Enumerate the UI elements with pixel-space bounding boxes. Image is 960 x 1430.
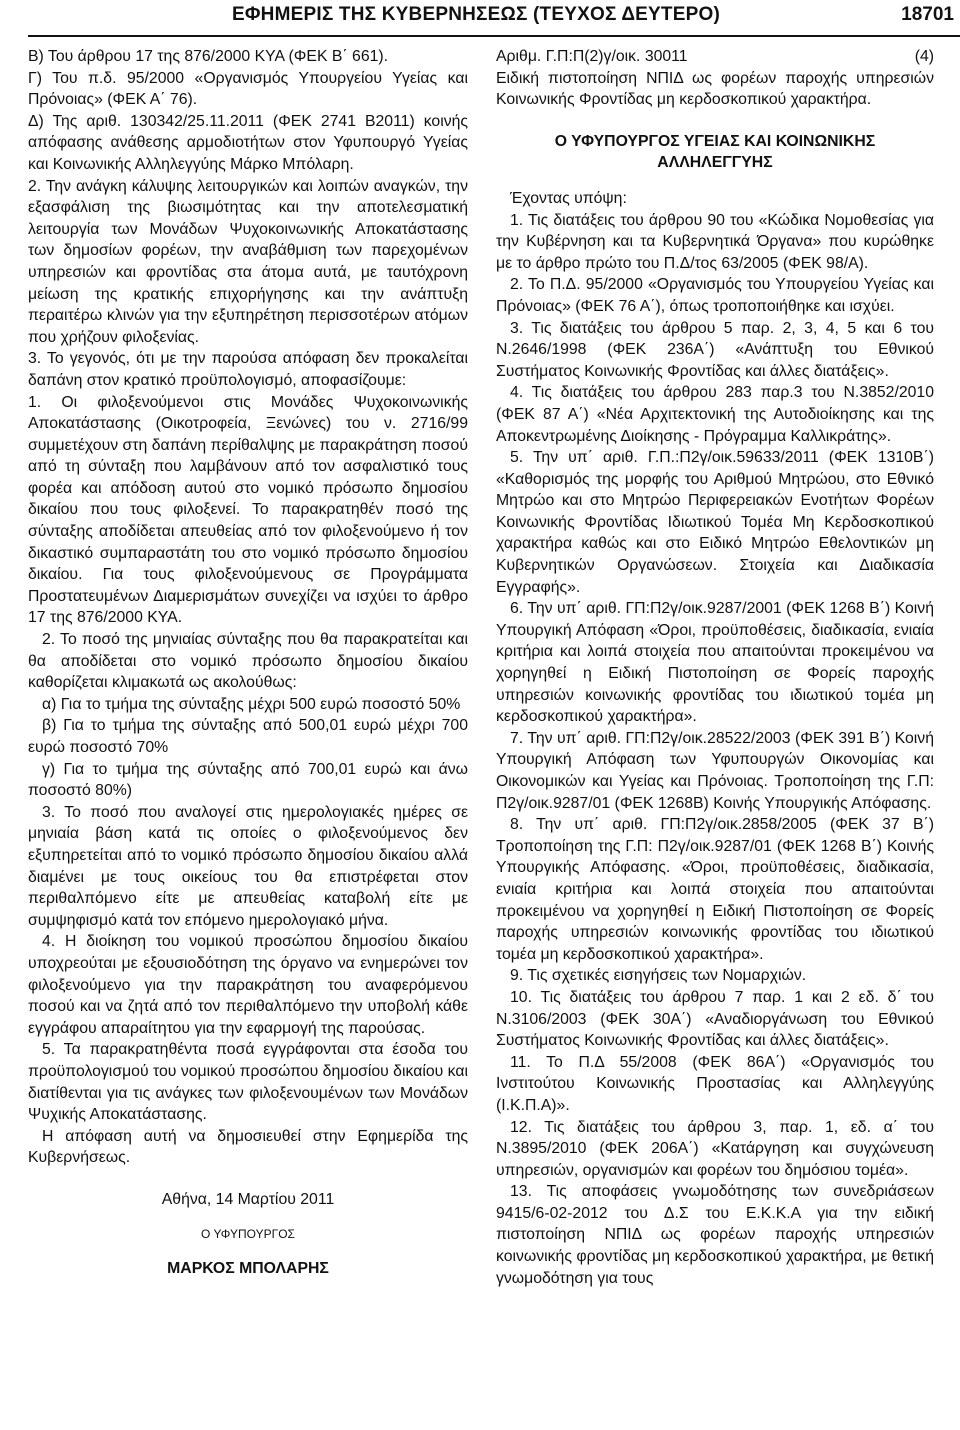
paragraph: Έχοντας υπόψη: (510, 189, 627, 207)
paragraph: Γ) Του π.δ. 95/2000 «Οργανισμός Υπουργείου Υγείας και Πρόνοιας» (ΦΕΚ Α΄ 76). (28, 69, 468, 109)
decision-number: Αριθμ. Γ.Π:Π(2)γ/οικ. 30011 (496, 48, 688, 65)
paragraph: α) Για το τμήμα της σύνταξης μέχρι 500 ευρώ ποσοστό 50% (42, 695, 461, 713)
paragraph: 11. Το Π.Δ 55/2008 (ΦΕΚ 86Α΄) «Οργανισμός του Ινστιτούτου Κοινωνικής Προστασίας και Αλληλεγγύης (Ι.Κ.Π.Α)». (496, 1053, 934, 1114)
paragraph: 3. Το ποσό που αναλογεί στις ημερολογιακές ημέρες σε μηνιαία βάση κατά τις οποίες ο φιλοξενούμενος δεν εξυπηρετείται από το νομικό πρόσωπο δημοσίου δικαίου αλλά διαμένει με τους οικείους του θα επιστρέφεται στον περιθαλπόμενο είτε με απευθείας καταβολή είτε με συμψηφισμό κατά τον επόμενο ημερολογιακό μήνα. (28, 803, 468, 929)
right-column (496, 46, 934, 1289)
paragraph: 1. Οι φιλοξενούμενοι στις Μονάδες Ψυχοκοινωνικής Αποκατάστασης (Οικοτροφεία, Ξενώνες) του ν. 2716/99 συμμετέχουν στη δαπάνη περίθαλψης με παρακράτηση ποσού από τη σύνταξη που λαμβάνουν από τον ασφαλιστικό τους φορέα και απόδοση αυτού στο νομικό πρόσωπο δημοσίου δικαίου που τους φιλοξενεί. Το παρακρατηθέν ποσό της σύνταξης αποδίδεται απευθείας από τον φιλοξενούμενο ή τον δικαστικό συμπαραστάτη του στο νομικό πρόσωπο δημοσίου δικαίου. Για τους φιλοξενούμενους σε Προγράμματα Προστατευμένων Διαμερισμάτων συνεχίζει να ισχύει το άρθρο 17 της 876/2000 ΚΥΑ. (28, 393, 468, 627)
paragraph: 5. Την υπ΄ αριθ. Γ.Π.:Π2γ/οικ.59633/2011 (ΦΕΚ 1310Β΄) «Καθορισμός της μορφής του Αριθμού Μητρώου, στο Εθνικό Μητρώο και στο Μητρώο Περιφερειακών Ενοτήτων Φορέων Κοινωνικής Φροντίδας Ιδιωτικού Τομέα Μη Κερδοσκοπικού χαρακτήρα καθώς και στο Ειδικό Μητρώο Εθελοντικών μη Κυβερνητικών Οργανώσεων. Στοιχεία και Διαδικασία Εγγραφής». (496, 449, 934, 596)
header-divider (28, 35, 960, 37)
paragraph: 4. Η διοίκηση του νομικού προσώπου δημοσίου δικαίου υποχρεούται με εξουσιοδότηση της όργανο να ενημερώνει τον φιλοξενούμενο για την παρακράτηση του αναφερόμενου ποσού και να ζητά από τον περιθαλπόμενο την υποβολή κάθε εγγράφου απαραίτητου για την εφαρμογή της παρούσας. (28, 933, 468, 1037)
paragraph: Η απόφαση αυτή να δημοσιευθεί στην Εφημερίδα της Κυβερνήσεως. (28, 1127, 468, 1167)
paragraph: 3. Τις διατάξεις του άρθρου 5 παρ. 2, 3, 4, 5 και 6 του Ν.2646/1998 (ΦΕΚ 236Α΄) «Ανάπτυξη του Εθνικού Συστήματος Κοινωνικής Φροντίδας και άλλες διατάξεις». (496, 319, 934, 380)
page-header (0, 0, 960, 42)
paragraph: 4. Τις διατάξεις του άρθρου 283 παρ.3 του Ν.3852/2010 (ΦΕΚ 87 Α΄) «Νέα Αρχιτεκτονική της Αυτοδιοίκησης και της Αποκεντρωμένης Διοίκησης - Πρόγραμμα Καλλικράτης». (496, 384, 934, 445)
paragraph: 2. Την ανάγκη κάλυψης λειτουργικών και λοιπών αναγκών, την εξασφάλιση της βιωσιμότητας και την αποτελεσματική λειτουργία των Μονάδων Ψυχοκοινωνικής Αποκατάστασης των δημοσίων φορέων, την αναβάθμιση των παρεχομένων υπηρεσιών και φροντίδας στα άτομα αυτά, με ταυτόχρονη μείωση της κρατικής επιχορήγησης και την ανάπτυξη περαιτέρω κλινών για την εξυπηρέτηση περισσοτέρων ατόμων που χρήζουν φιλοξενίας. (28, 177, 468, 346)
paragraph: 7. Την υπ΄ αριθ. ΓΠ:Π2γ/οικ.28522/2003 (ΦΕΚ 391 Β΄) Κοινή Υπουργική Απόφαση των Υφυπουργών Οικονομίας και Οικονομικών και Υγείας και Πρόνοιας. Τροποποίηση της Γ.Π: Π2γ/οικ.9287/01 (ΦΕΚ 1268Β) Κοινής Υπουργικής Απόφασης. (496, 729, 934, 812)
paragraph: Δ) Της αριθ. 130342/25.11.2011 (ΦΕΚ 2741 Β2011) κοινής απόφασης ανάθεσης αρμοδιοτήτων στον Υφυπουργό Υγείας και Κοινωνικής Αλληλεγγύης Μάρκο Μπόλαρη. (28, 112, 468, 173)
paragraph: 2. Το Π.Δ. 95/2000 «Οργανισμός του Υπουργείου Υγείας και Πρόνοιας» (ΦΕΚ 76 Α΄), όπως τροποποιήθηκε και ισχύει. (496, 276, 934, 315)
paragraph: 8. Την υπ΄ αριθ. ΓΠ:Π2γ/οικ.2858/2005 (ΦΕΚ 37 Β΄) Τροποποίηση της Γ.Π: Π2γ/οικ.9287/01 (ΦΕΚ 1268 Β΄) Κοινής Υπουργικής Απόφασης. «Όροι, προϋποθέσεις, διαδικασία, ενιαία κριτήρια και λοιπά στοιχεία που απαιτούνται προκειμένου να χορηγηθεί η Ειδική Πιστοποίηση σε Φορείς παροχής υπηρεσιών κοινωνικής φροντίδας του ιδιωτικού τομέα μη κερδοσκοπικού χαρακτήρα». (496, 816, 934, 963)
decision-reference (496, 46, 934, 68)
paragraph: 3. Το γεγονός, ότι με την παρούσα απόφαση δεν προκαλείται δαπάνη στον κρατικό προϋπολογισμό, αποφασίζουμε: (28, 350, 468, 389)
left-column (28, 46, 468, 1280)
paragraph: 9. Τις σχετικές εισηγήσεις των Νομαρχιών. (510, 967, 807, 985)
decision-subject: Ειδική πιστοποίηση ΝΠΙΔ ως φορέων παροχής υπηρεσιών Κοινωνικής Φροντίδας μη κερδοσκοπικού χαρακτήρα. (496, 69, 934, 109)
paragraph: γ) Για το τμήμα της σύνταξης από 700,01 ευρώ και άνω ποσοστό 80%) (28, 760, 468, 800)
page-number: 18701 (901, 4, 954, 25)
signature-role: Ο ΥΦΥΠΟΥΡΓΟΣ (201, 1227, 295, 1242)
paragraph: 1. Τις διατάξεις του άρθρου 90 του «Κώδικα Νομοθεσίας για την Κυβέρνηση και τα Κυβερνητικά Όργανα» που κυρώθηκε με το άρθρο πρώτο του Π.Δ/τος 63/2005 (ΦΕΚ 98/Α). (496, 211, 934, 272)
paragraph: β) Για το τμήμα της σύνταξης από 500,01 ευρώ μέχρι 700 ευρώ ποσοστό 70% (28, 717, 468, 756)
decision-sequence: (4) (914, 48, 934, 65)
paragraph: Β) Του άρθρου 17 της 876/2000 ΚΥΑ (ΦΕΚ Β΄ 661). (28, 48, 389, 65)
paragraph: 2. Το ποσό της μηνιαίας σύνταξης που θα παρακρατείται και θα αποδίδεται στο νομικό πρόσωπο δημοσίου δικαίου καθορίζεται κλιμακωτά ως ακολούθως: (28, 631, 468, 692)
signature-place-date: Αθήνα, 14 Μαρτίου 2011 (161, 1190, 335, 1208)
signature-name: ΜΑΡΚΟΣ ΜΠΟΛΑΡΗΣ (167, 1260, 329, 1278)
paragraph: 5. Τα παρακρατηθέντα ποσά εγγράφονται στα έσοδα του προϋπολογισμού του νομικού προσώπου δημοσίου δικαίου και διατίθενται για τις ανάγκες των φιλοξενουμένων των Μονάδων Ψυχικής Αποκατάστασης. (28, 1041, 468, 1124)
paragraph: 10. Τις διατάξεις του άρθρου 7 παρ. 1 και 2 εδ. δ΄ του Ν.3106/2003 (ΦΕΚ 30Α΄) «Αναδιοργάνωση του Εθνικού Συστήματος Κοινωνικής Φροντίδας και άλλες διατάξεις». (496, 988, 934, 1050)
paragraph: 13. Τις αποφάσεις γνωμοδότησης των συνεδριάσεων 9415/6-02-2012 του Δ.Σ του Ε.Κ.Κ.Α για την ειδική πιστοποίηση ΝΠΙΔ ως φορέων παροχής υπηρεσιών κοινωνικής φροντίδας μη κερδοσκοπικού χαρακτήρα, με θετική γνωμοδότηση για τους (496, 1183, 934, 1287)
paragraph: 6. Την υπ΄ αριθ. ΓΠ:Π2γ/οικ.9287/2001 (ΦΕΚ 1268 Β΄) Κοινή Υπουργική Απόφαση «Όροι, προϋποθέσεις, διαδικασία, ενιαία κριτήρια και λοιπά στοιχεία που απαιτούνται προκειμένου να χορηγηθεί η Ειδική Πιστοποίηση σε Φορείς παροχής υπηρεσιών κοινωνικής φροντίδας του ιδιωτικού τομέα μη κερδοσκοπικού χαρακτήρα». (496, 600, 934, 726)
paragraph: 12. Τις διατάξεις του άρθρου 3, παρ. 1, εδ. α΄ του Ν.3895/2010 (ΦΕΚ 206Α΄) «Κατάργηση και συγχώνευση υπηρεσιών, οργανισμών και φορέων του δημόσιου τομέα». (496, 1118, 934, 1179)
minister-title: Ο ΥΦΥΠΟΥΡΓΟΣ ΥΓΕΙΑΣ ΚΑΙ ΚΟΙΝΩΝΙΚΗΣ ΑΛΛΗΛΕΓΓΥΗΣ (554, 132, 876, 172)
gazette-title: ΕΦΗΜΕΡΙΣ ΤΗΣ ΚΥΒΕΡΝΗΣΕΩΣ (ΤΕΥΧΟΣ ΔΕΥΤΕΡΟ) (232, 4, 720, 25)
